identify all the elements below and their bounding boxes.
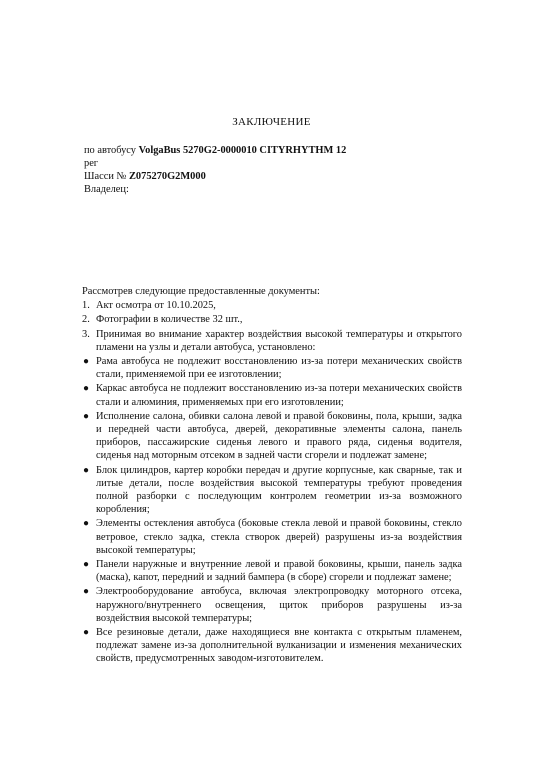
header-block xyxy=(84,144,346,196)
bullet-text: Рама автобуса не подлежит восстановлению из-за потери механических свойств стали, применяемой при ее изготовлении; xyxy=(96,356,462,381)
bus-line xyxy=(84,144,346,157)
item-number: 1. xyxy=(82,300,90,312)
reg-line: рег xyxy=(84,158,99,169)
intro-text: Рассмотрев следующие предоставленные документы: xyxy=(82,286,320,297)
bullet-text: Элементы остекления автобуса (боковые стекла левой и правой боковины, стекло ветровое, стекло задка, стекла створок дверей) разрушены из-за воздействия высокой температуры; xyxy=(96,518,462,556)
bus-prefix: по автобусу xyxy=(84,145,139,156)
bullet-text: Исполнение салона, обивки салона левой и правой боковины, пола, крыши, задка и передней части автобуса, дверей, декоративные элементы салона, панель приборов, пассажирские сиденья левого и правого ряда, сиденья водителя, сиденья над моторным отсеком в задней части сгорели и подлежат замене; xyxy=(96,410,462,462)
bullet-text: Все резиновые детали, даже находящиеся вне контакта с открытым пламенем, подлежат замене из-за дополнительной вулканизации и изменения механических свойств, предусмотренных заводом-изготовителем. xyxy=(96,627,462,665)
bullet-icon: ● xyxy=(83,586,90,598)
bullet-item xyxy=(82,626,462,666)
bullet-item xyxy=(82,410,462,463)
bullet-list xyxy=(82,355,462,666)
bullet-text: Каркас автобуса не подлежит восстановлению из-за потери механических свойств стали и алюминия, применяемых при его изготовлении; xyxy=(96,383,462,408)
bullet-item xyxy=(82,464,462,517)
bus-model: VolgaBus 5270G2-0000010 CITYRHYTHM 12 xyxy=(138,145,347,156)
bullet-item xyxy=(82,355,462,381)
bullet-icon: ● xyxy=(83,518,90,530)
bullet-icon: ● xyxy=(83,559,90,571)
numbered-item xyxy=(82,328,462,354)
item-text: Акт осмотра от 10.10.2025, xyxy=(96,300,216,312)
bullet-icon: ● xyxy=(83,627,90,639)
chassis-line xyxy=(84,170,346,183)
bullet-text: Электрооборудование автобуса, включая электропроводку моторного отсека, наружного/внутреннего освещения, щиток приборов разрушены из-за воздействия высокой температуры; xyxy=(96,586,462,624)
owner-line: Владелец: xyxy=(84,184,129,195)
bullet-item xyxy=(82,558,462,584)
item-text: Фотографии в количестве 32 шт., xyxy=(96,314,243,326)
item-number: 2. xyxy=(82,314,90,326)
chassis-number: Z075270G2M000 xyxy=(129,171,206,182)
bullet-icon: ● xyxy=(83,464,90,476)
bullet-item xyxy=(82,585,462,625)
bullet-icon: ● xyxy=(83,383,90,395)
numbered-list xyxy=(82,299,462,354)
bullet-text: Блок цилиндров, картер коробки передач и другие корпусные, как сварные, так и литые детали, после воздействия высокой температуры требуют проведения полной разборки с последующим контролем геометрии из-за возможного коробления; xyxy=(96,464,462,516)
bullet-item xyxy=(82,382,462,408)
item-text: Принимая во внимание характер воздействия высокой температуры и открытого пламени на узлы и детали автобуса, установлено: xyxy=(96,328,462,353)
numbered-item xyxy=(82,299,462,312)
bullet-item xyxy=(82,517,462,557)
document-title: ЗАКЛЮЧЕНИЕ xyxy=(232,116,311,128)
document-body xyxy=(82,285,462,667)
chassis-prefix: Шасси № xyxy=(84,171,129,182)
bullet-icon: ● xyxy=(83,356,90,368)
bullet-text: Панели наружные и внутренние левой и правой боковины, крыши, панель задка (маска), капот, передний и задний бампера (в сборе) сгорели и подлежат замене; xyxy=(96,559,462,584)
bullet-icon: ● xyxy=(83,410,90,422)
numbered-item xyxy=(82,313,462,326)
item-number: 3. xyxy=(82,328,90,340)
